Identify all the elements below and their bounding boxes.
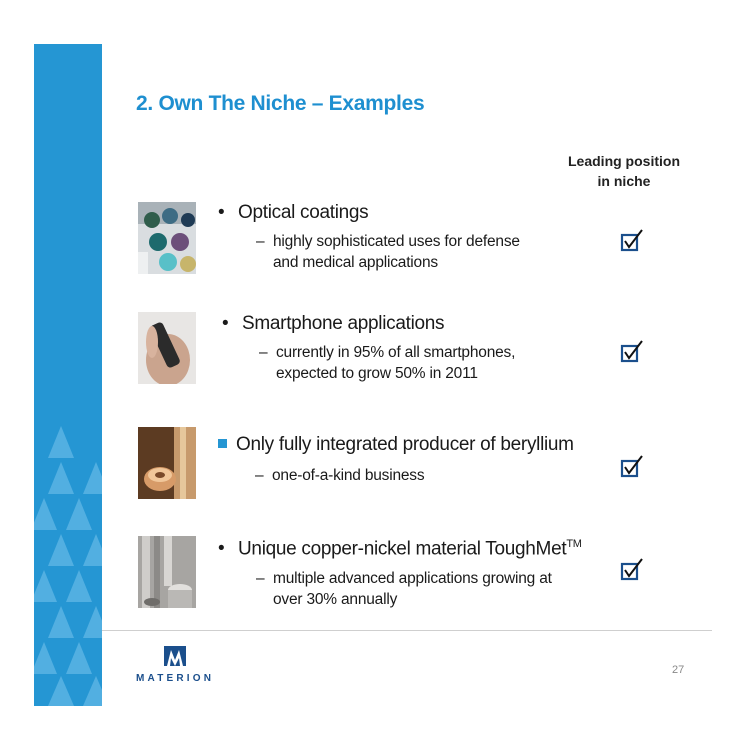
beryllium-metal-photo (138, 427, 196, 499)
dash: – (256, 570, 265, 587)
item-detail (259, 342, 515, 384)
page-number: 27 (672, 664, 685, 676)
headline-text: Only fully integrated producer of beryllium (236, 434, 574, 455)
checkbox-checked-icon (620, 228, 646, 254)
headline-text: Smartphone applications (242, 313, 445, 334)
smartphone-hand-photo (138, 312, 196, 384)
checkbox-checked-icon (620, 339, 646, 365)
toughmet-rods-photo (138, 536, 196, 608)
item-headline (218, 434, 574, 456)
column-header-line1: Leading position (568, 153, 680, 169)
checkbox-checked-icon (620, 557, 646, 583)
detail-line2: and medical applications (273, 254, 438, 271)
detail-line2: expected to grow 50% in 2011 (276, 365, 478, 382)
item-detail (256, 231, 520, 273)
checkbox-checked-icon (620, 454, 646, 480)
detail-line1: multiple advanced applications growing at (273, 570, 552, 587)
square-bullet-icon (218, 439, 227, 448)
item-headline (222, 313, 444, 335)
bullet-dot: • (218, 538, 225, 560)
optical-coatings-photo (138, 202, 196, 274)
dash: – (256, 233, 265, 250)
trademark-sup: TM (566, 538, 582, 550)
dash: – (255, 467, 264, 484)
dash: – (259, 344, 268, 361)
bullet-dot: • (218, 202, 225, 223)
sidebar-band (34, 44, 102, 706)
column-header-line2: in niche (597, 173, 651, 189)
item-detail (256, 568, 552, 610)
footer-divider (102, 630, 712, 631)
detail-line2: over 30% annually (273, 591, 398, 608)
item-headline (218, 202, 368, 224)
triangle-pattern (34, 44, 102, 706)
item-headline (218, 538, 582, 560)
headline-text: Unique copper-nickel material ToughMet (238, 538, 567, 560)
detail-line1: one-of-a-kind business (272, 467, 425, 484)
headline-text: Optical coatings (238, 202, 369, 223)
column-header (560, 151, 688, 191)
detail-line1: highly sophisticated uses for defense (273, 233, 520, 250)
bullet-dot: • (222, 313, 229, 334)
detail-line1: currently in 95% of all smartphones, (276, 344, 516, 361)
slide-title: 2. Own The Niche – Examples (136, 92, 425, 115)
item-detail (255, 465, 424, 486)
logo-wordmark: MATERION (136, 673, 215, 684)
